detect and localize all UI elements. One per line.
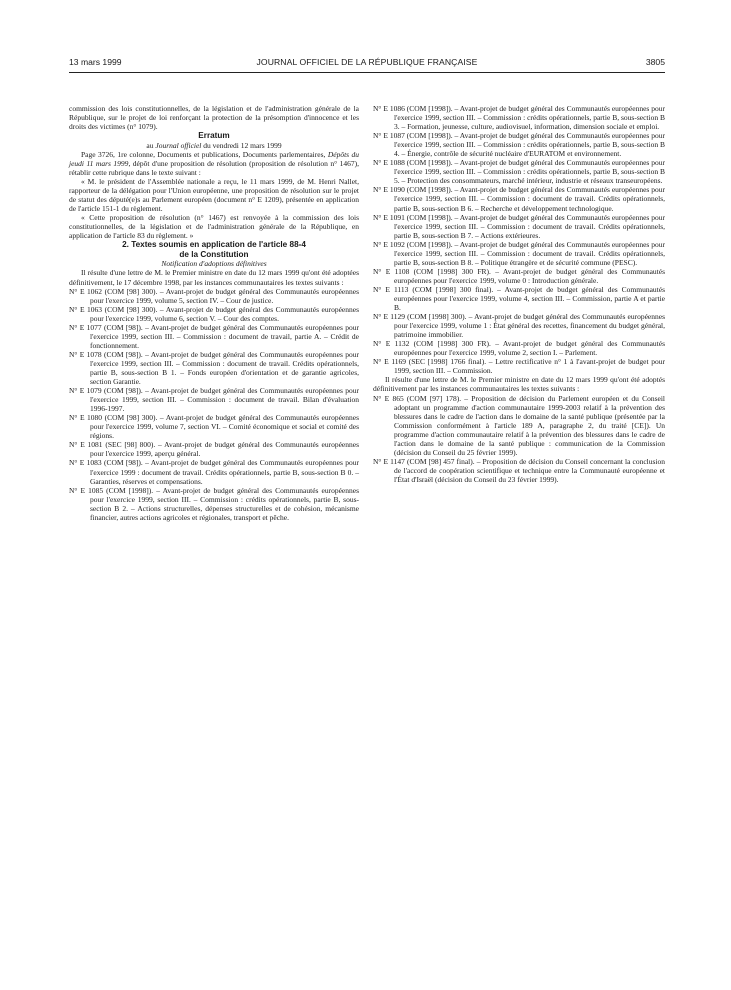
section-intro: Il résulte d'une lettre de M. le Premier ministre en date du 12 mars 1999 qu'ont été adoptées définitivement, le 17 décembre 1998, par les instances communautaires les textes suivants :	[69, 268, 359, 287]
section-subtitle: Notification d'adoptions définitives	[161, 259, 267, 269]
section-title-line2: de la Constitution	[179, 249, 249, 259]
erratum-body-italic: Dépôts du jeudi 11 mars 1999	[69, 149, 360, 168]
list-item: N° E 1080 (COM [98] 300). – Avant-projet de budget général des Communautés européennes pour l'exercice 1999, volume 7, section VI. – Comité économique et social et comité des régions.	[69, 413, 359, 441]
erratum-ref-prefix: au	[146, 140, 156, 150]
list-item: N° E 1129 (COM [1998] 300). – Avant-projet de budget général des Communautés européennes pour l'exercice 1999, volume 1 : État général des recettes, financement du budget général, patrimoine immobilier.	[373, 312, 665, 340]
header-date: 13 mars 1999	[69, 57, 122, 67]
right-column	[373, 104, 665, 484]
header-page-number: 3805	[645, 57, 665, 67]
list-item: N° E 1077 (COM [98]). – Avant-projet de budget général des Communautés européennes pour l'exercice 1999, section III. – Commission : document de travail, partie A. – Crédit de fonctionnement.	[69, 322, 359, 350]
erratum-body-suffix: , dépôt d'une proposition de résolution (proposition de résolution n° 1467), rétablir cette rubrique dans le texte suivant :	[69, 158, 359, 177]
intro-paragraph: commission des lois constitutionnelles, de la législation et de l'administration générale de la République, sur le projet de loi renforçant la protection de la présomption d'innocence et les droits des victimes (n° 1079).	[69, 104, 359, 132]
list-item: N° E 865 (COM [97] 178). – Proposition de décision du Parlement européen et du Conseil adoptant un programme d'action communautaire 1999-2003 relatif à la prévention des blessures dans le cadre de l'action dans le domaine de la santé publique (présentée par la Commission conformément à l'article 189 A, paragraphe 2, du traité [CE]). Un programme d'action communautaire relatif à la prévention des blessures dans le cadre de l'action dans le domaine de la santé publique : communication de la Commission (décision du Conseil du 25 février 1999).	[373, 393, 665, 457]
erratum-body	[69, 150, 359, 177]
list-item: N° E 1092 (COM [1998]). – Avant-projet de budget général des Communautés européennes pour l'exercice 1999, section III. – Commission : document de travail. Crédits opérationnels, partie B, sous-section B 8. – Politique étrangère et de sécurité commune (PESC).	[373, 239, 665, 267]
list-item: N° E 1063 (COM [98] 300). – Avant-projet de budget général des Communautés européennes pour l'exercice 1999, volume 6, section V. – Cour des comptes.	[69, 304, 359, 323]
header-journal-title: JOURNAL OFFICIEL DE LA RÉPUBLIQUE FRANÇAISE	[256, 57, 478, 67]
list-item: N° E 1085 (COM [1998]). – Avant-projet de budget général des Communautés européennes pour l'exercice 1999, section III. – Commission : crédits opérationnels, partie B, sous-section B 2. – Actions structurelles, dépenses structurelles et de cohésion, mécanisme financier, autres actions agricoles et régionales, transport et pêche.	[69, 485, 359, 522]
list-item: N° E 1062 (COM [98] 300). – Avant-projet de budget général des Communautés européennes pour l'exercice 1999, volume 5, section IV. – Cour de justice.	[69, 286, 359, 305]
list-item: N° E 1091 (COM [1998]). – Avant-projet de budget général des Communautés européennes pour l'exercice 1999, section III. – Commission : document de travail. Crédits opérationnels, partie B, sous-section B 7. – Actions extérieures.	[373, 212, 665, 240]
list-item: N° E 1132 (COM [1998] 300 FR). – Avant-projet de budget général des Communautés européennes pour l'exercice 1999, volume 2, section I. – Parlement.	[373, 339, 665, 358]
right-second-entry-list	[373, 394, 665, 484]
second-intro: Il résulte d'une lettre de M. le Premier ministre en date du 12 mars 1999 qu'ont été adoptés définitivement par les instances communautaires les textes suivants :	[373, 375, 665, 394]
section-title-line1: 2. Textes soumis en application de l'article 88-4	[122, 240, 306, 250]
list-item: N° E 1147 (COM [98] 457 final). – Proposition de décision du Conseil concernant la conclusion de l'accord de coopération scientifique et technique entre la Communauté européenne et l'État d'Israël (décision du Conseil du 23 février 1999).	[373, 456, 665, 484]
left-column	[69, 104, 359, 522]
list-item: N° E 1169 (SEC [1998] 1766 final). – Lettre rectificative n° 1 à l'avant-projet de budget pour 1999, section III. – Commission.	[373, 357, 665, 376]
erratum-quote-2: « Cette proposition de résolution (n° 1467) est renvoyée à la commission des lois constitutionnelles, de la législation et de l'administration générale de la République, en application de l'article 83 du règlement. »	[69, 213, 359, 241]
list-item: N° E 1081 (SEC [98] 800). – Avant-projet de budget général des Communautés européennes pour l'exercice 1999, aperçu général.	[69, 440, 359, 459]
erratum-quote-1: « M. le président de l'Assemblée nationale a reçu, le 11 mars 1999, de M. Henri Nallet, rapporteur de la délégation pour l'Union européenne, une proposition de résolution sur le projet de statut des député(e)s au Parlement européen (document n° E 1209), présentée en application de l'article 151-1 du règlement.	[69, 176, 359, 214]
page-header	[69, 57, 665, 71]
header-rule	[69, 72, 665, 73]
left-entry-list	[69, 287, 359, 522]
erratum-body-prefix: Page 3726, 1re colonne, Documents et publications, Documents parlementaires,	[81, 149, 328, 159]
list-item: N° E 1090 (COM [1998]). – Avant-projet de budget général des Communautés européennes pour l'exercice 1999, section III. – Commission : document de travail. Crédits opérationnels, partie B, sous-section B 6. – Recherche et développement technologique.	[373, 185, 665, 213]
erratum-ref-suffix: du vendredi 12 mars 1999	[201, 140, 282, 150]
erratum-reference	[69, 141, 359, 150]
list-item: N° E 1078 (COM [98]). – Avant-projet de budget général des Communautés européennes pour l'exercice 1999, section III. – Commission : document de travail. Crédits opérationnels, partie B, sous-section B 1. – Fonds européen d'orientation et de garantie agricoles, section Garantie.	[69, 349, 359, 387]
list-item: N° E 1079 (COM [98]). – Avant-projet de budget général des Communautés européennes pour l'exercice 1999, section III. – Commission : document de travail. Bilan d'évaluation 1996-1997.	[69, 386, 359, 414]
list-item: N° E 1088 (COM [1998]). – Avant-projet de budget général des Communautés européennes pour l'exercice 1999, section III. – Commission : crédits opérationnels, partie B, sous-section B 5. – Protection des consommateurs, marché intérieur, industrie et réseaux transeuropéens.	[373, 158, 665, 186]
list-item: N° E 1113 (COM [1998] 300 final). – Avant-projet de budget général des Communautés européennes pour l'exercice 1999, volume 4, section III. – Commission, partie A et partie B.	[373, 284, 665, 313]
list-item: N° E 1108 (COM [1998] 300 FR). – Avant-projet de budget général des Communautés européennes pour l'exercice 1999, volume 0 : Introduction générale.	[373, 266, 665, 285]
list-item: N° E 1086 (COM [1998]). – Avant-projet de budget général des Communautés européennes pour l'exercice 1999, section III. – Commission : crédits opérationnels, partie B, sous-section B 3. – Formation, jeunesse, culture, audiovisuel, information, dimension sociale et emploi.	[373, 104, 665, 132]
erratum-title: Erratum	[198, 131, 230, 141]
right-entry-list	[373, 104, 665, 375]
list-item: N° E 1083 (COM [98]). – Avant-projet de budget général des Communautés européennes pour l'exercice 1999 : document de travail. Crédits opérationnels, partie B, sous-section B 0. – Garanties, réserves et compensations.	[69, 458, 359, 486]
list-item: N° E 1087 (COM [1998]). – Avant-projet de budget général des Communautés européennes pour l'exercice 1999, section III. – Commission : crédits opérationnels, partie B, sous-section B 4. – Énergie, contrôle de sécurité nucléaire d'EURATOM et environnement.	[373, 131, 665, 159]
erratum-ref-italic: Journal officiel	[155, 140, 202, 150]
